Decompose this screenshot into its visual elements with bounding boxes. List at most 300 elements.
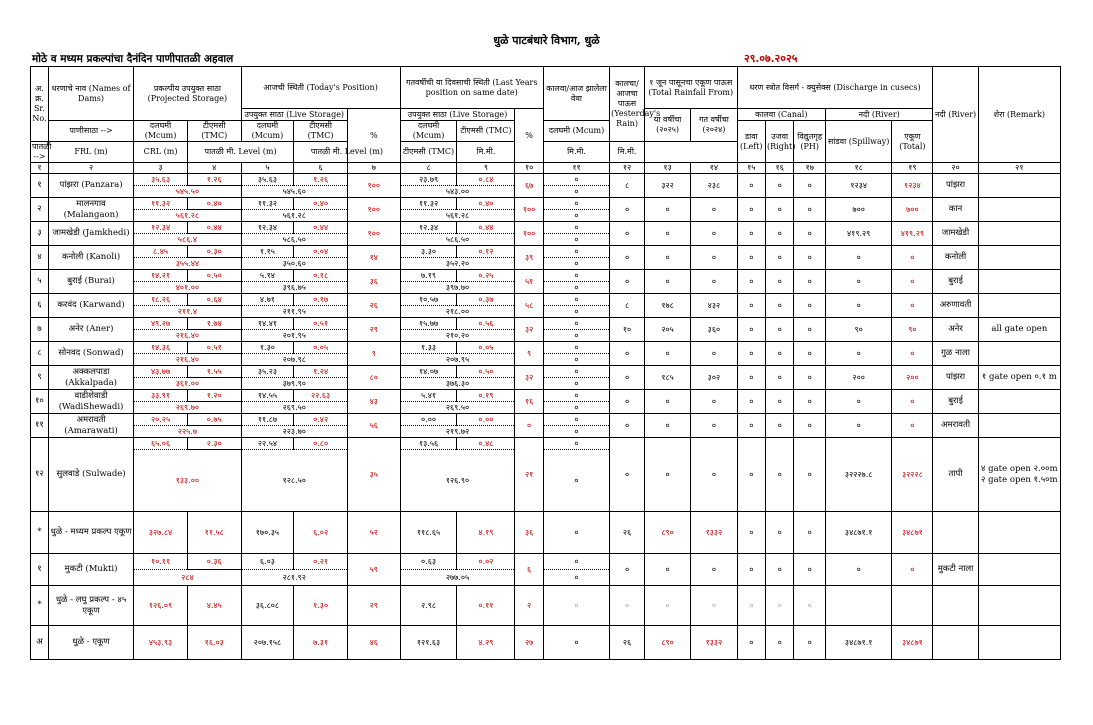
value-r25: ०	[644, 414, 690, 438]
projected-mcum: १४.३६	[134, 342, 188, 354]
value-dph: ०	[794, 246, 826, 270]
canal-tmc: ०	[543, 258, 609, 270]
last-level: २६९.५०	[400, 402, 515, 414]
level: १२८.५०	[241, 450, 347, 512]
remark	[978, 390, 1060, 414]
th-frl: FRL (m)	[48, 142, 133, 163]
spillway: ०	[826, 342, 892, 366]
canal-mcum: ०	[543, 390, 609, 402]
river-name: तापी	[933, 438, 978, 512]
dam-row	[31, 390, 1061, 402]
value-dl: ०	[737, 586, 765, 626]
value-dph: ०	[794, 198, 826, 222]
dam-row	[31, 270, 1061, 282]
last-percent: २	[515, 586, 543, 626]
remark	[978, 512, 1060, 554]
value-r24: ०	[691, 222, 737, 246]
dam-name: अनेर (Aner)	[48, 318, 133, 342]
river-name	[933, 512, 978, 554]
last-level: ५८६.५०	[400, 234, 515, 246]
discharge-total: ०	[892, 270, 933, 294]
column-number: १९	[892, 163, 933, 174]
row-sr: ९	[31, 366, 49, 390]
value-yr: ०	[610, 390, 645, 414]
discharge-total: ३४८७१	[892, 626, 933, 660]
value-dr: ०	[766, 366, 794, 390]
spillway: ०	[826, 554, 892, 586]
live-percent: ९	[347, 342, 400, 366]
live-mcum: ५.१४	[241, 270, 294, 282]
last-percent: १००	[515, 198, 543, 222]
projected-mcum: ४९.२७	[134, 318, 188, 330]
last-tmc: ०.०२	[457, 554, 515, 570]
value-dl: ०	[737, 246, 765, 270]
spillway: ०	[826, 294, 892, 318]
canal-mcum: ०	[543, 198, 609, 210]
value-dl: ०	[737, 198, 765, 222]
live-mcum: ३५.६३	[241, 174, 294, 186]
value-dph: ०	[794, 414, 826, 438]
live-percent: ४३	[347, 390, 400, 414]
column-number: १७	[794, 163, 826, 174]
value-dr: ०	[766, 554, 794, 586]
th-last-live: उपयुक्त साठा (Live Storage)	[400, 109, 515, 121]
th-river-dis: नदी (River)	[826, 109, 933, 121]
discharge-total: ९०	[892, 318, 933, 342]
discharge-total: १२३४	[892, 174, 933, 198]
value-dr: ०	[766, 198, 794, 222]
th-tmc: टीएमसी (TMC)	[187, 121, 241, 142]
live-percent: ५९	[347, 554, 400, 586]
projected-mcum: २०.२५	[134, 414, 188, 426]
projected-mcum: १२६.०९	[134, 586, 188, 626]
dam-row	[31, 198, 1061, 210]
value-dr: ०	[766, 626, 794, 660]
last-level: ३५२.२०	[400, 258, 515, 270]
frl: २६९.७०	[134, 402, 241, 414]
last-level: २०७.९५	[400, 354, 515, 366]
dam-row	[31, 366, 1061, 378]
live-tmc: ०.१८	[294, 270, 348, 282]
column-number: ११	[543, 163, 609, 174]
projected-mcum: ४५३.९३	[134, 626, 188, 660]
summary-name: धुळे - लघु प्रकल्प - ४५ एकूण	[48, 586, 133, 626]
frl: २२५.७	[134, 426, 241, 438]
value-r25: २०५	[644, 318, 690, 342]
live-tmc: ६.०२	[294, 512, 348, 554]
projected-tmc: ४.४५	[187, 586, 241, 626]
canal-tmc: ०	[543, 378, 609, 390]
value-r24: ०	[691, 342, 737, 366]
value-yr: ०	[610, 366, 645, 390]
canal-tmc: ०	[543, 426, 609, 438]
dam-row	[31, 554, 1061, 570]
value-dph: ०	[794, 554, 826, 586]
frl: ५६१.२८	[134, 210, 241, 222]
row-sr: १	[31, 554, 49, 586]
last-mcum: १२.३४	[400, 222, 457, 234]
th-mm-2025: मि.मी.	[543, 142, 609, 163]
last-percent: २१	[515, 438, 543, 512]
value-r24: ०	[691, 586, 737, 626]
canal-tmc: ०	[543, 354, 609, 366]
canal-mcum: ०	[543, 586, 609, 626]
level: २११.९५	[241, 306, 347, 318]
last-tmc: ०.५६	[457, 318, 515, 330]
river-name: कान	[933, 198, 978, 222]
row-sr: ६	[31, 294, 49, 318]
value-dl: ०	[737, 390, 765, 414]
th-projected: प्रकल्पीय उपयुक्त साठा (Projected Storage)	[134, 67, 241, 121]
summary-row	[31, 626, 1061, 660]
river-name: कनोली	[933, 246, 978, 270]
column-number: ६	[294, 163, 348, 174]
dam-row	[31, 174, 1061, 186]
value-yr: ०	[610, 414, 645, 438]
level: ५८६.५०	[241, 234, 347, 246]
last-tmc: ०.५०	[457, 366, 515, 378]
frl: ५४५.५०	[134, 186, 241, 198]
projected-tmc: १.२६	[187, 174, 241, 186]
frl: ३६१.००	[134, 378, 241, 390]
live-tmc: १.३०	[294, 586, 348, 626]
value-r24: ०	[691, 246, 737, 270]
live-percent: २९	[347, 586, 400, 626]
th-today: आजची स्थिती (Today's Position)	[241, 67, 400, 109]
value-yr: ०	[610, 438, 645, 512]
th-mcum: दलघमी (Mcum)	[134, 121, 188, 142]
projected-mcum: १८.२६	[134, 294, 188, 306]
value-r24: ०	[691, 414, 737, 438]
value-r24: ४३२	[691, 294, 737, 318]
dam-name: अमरावती (Amarawati)	[48, 414, 133, 438]
value-r24: ३०२	[691, 366, 737, 390]
live-percent: १४	[347, 246, 400, 270]
value-yr: ०	[610, 270, 645, 294]
row-sr: *	[31, 586, 49, 626]
value-yr: ०	[610, 222, 645, 246]
last-percent: ९	[515, 342, 543, 366]
canal-tmc: ०	[543, 306, 609, 318]
value-r25: १७८	[644, 294, 690, 318]
last-percent: ५१	[515, 270, 543, 294]
projected-mcum: ४३.७७	[134, 366, 188, 378]
live-percent: ५२	[347, 512, 400, 554]
dam-name: करवंद (Karwand)	[48, 294, 133, 318]
last-mcum: ७.१९	[400, 270, 457, 282]
canal-mcum: ०	[543, 294, 609, 306]
value-dph: ०	[794, 438, 826, 512]
report-title: धुळे पाटबंधारे विभाग, धुळे	[493, 34, 600, 47]
projected-tmc: १.७४	[187, 318, 241, 330]
summary-row	[31, 586, 1061, 626]
dam-name: बुराई (Burai)	[48, 270, 133, 294]
last-tmc: ०.०५	[457, 342, 515, 354]
discharge-total: ०	[892, 342, 933, 366]
value-r24: ०	[691, 390, 737, 414]
th-right: उजवा (Right)	[766, 121, 794, 163]
value-dl: ०	[737, 626, 765, 660]
river-name: गुळ नाला	[933, 342, 978, 366]
remark	[978, 198, 1060, 222]
value-dph: ०	[794, 586, 826, 626]
live-percent: २६	[347, 294, 400, 318]
value-r25: ३२२	[644, 174, 690, 198]
river-name	[933, 626, 978, 660]
value-yr: २६	[610, 512, 645, 554]
column-number: १२	[610, 163, 645, 174]
live-tmc: १.२४	[294, 366, 348, 378]
live-tmc: ०.०५	[294, 342, 348, 354]
last-percent: १००	[515, 222, 543, 246]
level: ३५०.६०	[241, 258, 347, 270]
row-sr: अ	[31, 626, 49, 660]
projected-mcum: १४.२१	[134, 270, 188, 282]
value-yr: २६	[610, 626, 645, 660]
last-tmc: ०.८४	[457, 174, 515, 186]
canal-tmc: ०	[543, 330, 609, 342]
value-dr: ०	[766, 270, 794, 294]
level: २६९.५०	[241, 402, 347, 414]
row-sr: ८	[31, 342, 49, 366]
dam-name: पांझरा (Panzara)	[48, 174, 133, 198]
summary-name: धुळे - मध्यम प्रकल्प एकूण	[48, 512, 133, 554]
value-r24: ३६०	[691, 318, 737, 342]
last-tmc: ४.१९	[457, 512, 515, 554]
canal-mcum: ०	[543, 512, 609, 554]
dam-storage-table	[30, 66, 1061, 660]
th-dam: धरणाचे नाव (Names of Dams)	[48, 67, 133, 121]
remark	[978, 246, 1060, 270]
projected-tmc: ११.५८	[187, 512, 241, 554]
last-mcum: ५.४१	[400, 390, 457, 402]
last-percent: ३२	[515, 318, 543, 342]
projected-mcum: ११.३२	[134, 198, 188, 210]
live-percent: १००	[347, 198, 400, 222]
th-last-pct: %	[515, 109, 543, 163]
value-yr: ८	[610, 174, 645, 198]
value-dl: ०	[737, 554, 765, 586]
discharge-total: ०	[892, 414, 933, 438]
remark: ४ gate open २.००m २ gate open १.५०m	[978, 438, 1060, 512]
discharge-total: ०	[892, 294, 933, 318]
river-name: पांझरा	[933, 174, 978, 198]
value-r24: ०	[691, 198, 737, 222]
canal-mcum: ०	[543, 222, 609, 234]
value-r25: ८९०	[644, 626, 690, 660]
discharge-total	[892, 586, 933, 626]
value-r25: ०	[644, 270, 690, 294]
live-tmc: ०.४४	[294, 222, 348, 234]
last-mcum: १५.७७	[400, 318, 457, 330]
live-tmc: १.२६	[294, 174, 348, 186]
remark	[978, 294, 1060, 318]
live-tmc: ०.०४	[294, 246, 348, 258]
last-level: ३९७.७०	[400, 282, 515, 294]
projected-tmc: ०.५१	[187, 342, 241, 354]
remark	[978, 626, 1060, 660]
last-level: ३७६.३०	[400, 378, 515, 390]
value-dph: ०	[794, 318, 826, 342]
value-r25: ०	[644, 222, 690, 246]
remark	[978, 414, 1060, 438]
th-tmc4: टीएमसी (TMC)	[400, 142, 457, 163]
canal-mcum: ०	[543, 318, 609, 330]
column-number: १५	[737, 163, 765, 174]
value-r25: १८५	[644, 366, 690, 390]
value-dl: ०	[737, 318, 765, 342]
row-sr: ७	[31, 318, 49, 342]
river-name: बुराई	[933, 270, 978, 294]
canal-mcum: ०	[543, 626, 609, 660]
projected-tmc: ०.७५	[187, 414, 241, 426]
last-percent: २७	[515, 626, 543, 660]
column-number: १०	[515, 163, 543, 174]
projected-mcum: ६५.०६	[134, 438, 188, 450]
last-tmc: ०.११	[457, 586, 515, 626]
river-name: मुकटी नाला	[933, 554, 978, 586]
projected-mcum: ३३.९१	[134, 390, 188, 402]
th-live: उपयुक्त साठा (Live Storage)	[241, 109, 347, 121]
live-tmc: ७.३१	[294, 626, 348, 660]
value-dph: ०	[794, 294, 826, 318]
live-mcum: १४.५५	[241, 390, 294, 402]
th-remark: शेरा (Remark)	[978, 67, 1060, 163]
table-body	[31, 174, 1061, 660]
live-percent: १००	[347, 174, 400, 198]
remark	[978, 342, 1060, 366]
last-mcum: १३.५६	[400, 438, 457, 450]
value-yr: ०	[610, 198, 645, 222]
value-yr: ०	[610, 342, 645, 366]
value-yr: १०	[610, 318, 645, 342]
column-number: २१	[978, 163, 1060, 174]
live-percent: १००	[347, 222, 400, 246]
river-name: बुराई	[933, 390, 978, 414]
column-number: १८	[826, 163, 892, 174]
th-river: नदी (River)	[933, 67, 978, 163]
value-r24: ०	[691, 438, 737, 512]
dam-row	[31, 294, 1061, 306]
value-r25: ०	[644, 390, 690, 414]
last-level: २१९.७२	[400, 426, 515, 438]
live-percent: ५६	[347, 414, 400, 438]
value-dr: ०	[766, 318, 794, 342]
value-dl: ०	[737, 294, 765, 318]
report-date: २९.०७.२०२५	[744, 52, 798, 65]
value-dr: ०	[766, 586, 794, 626]
live-tmc: २२.६३	[294, 390, 348, 402]
value-dr: ०	[766, 512, 794, 554]
value-dr: ०	[766, 246, 794, 270]
value-r24: १३३२	[691, 512, 737, 554]
value-r24: ०	[691, 270, 737, 294]
value-dph: ०	[794, 270, 826, 294]
projected-tmc: ०.३६	[187, 554, 241, 570]
value-r25: ०	[644, 438, 690, 512]
th-tmc2: टीएमसी (TMC)	[294, 121, 348, 142]
th-pct: %	[347, 109, 400, 163]
value-r24: ०	[691, 554, 737, 586]
spillway: ०	[826, 246, 892, 270]
row-sr: २	[31, 198, 49, 222]
row-sr: १	[31, 174, 49, 198]
dam-name: जामखेडी (Jamkhedi)	[48, 222, 133, 246]
dam-name: कनोली (Kanoli)	[48, 246, 133, 270]
remark	[978, 554, 1060, 586]
canal-mcum: ०	[543, 438, 609, 450]
canal-mcum: ०	[543, 554, 609, 570]
value-dr: ०	[766, 390, 794, 414]
last-level: ५६१.२८	[400, 210, 515, 222]
value-dr: ०	[766, 174, 794, 198]
live-mcum: ६.०३	[241, 554, 294, 570]
th-last-year-rain: गत वर्षीचा (२०२४)	[691, 109, 737, 142]
value-dl: ०	[737, 222, 765, 246]
discharge-total: ०	[892, 390, 933, 414]
th-level2: पातळी -->	[32, 142, 52, 161]
live-mcum: ३५.२३	[241, 366, 294, 378]
last-percent: ३६	[515, 512, 543, 554]
frl: २१६.४०	[134, 354, 241, 366]
live-percent: ३५	[347, 438, 400, 512]
spillway: ०	[826, 270, 892, 294]
frl: ३५५.४४	[134, 258, 241, 270]
column-number: ४	[187, 163, 241, 174]
live-mcum: १.३०	[241, 342, 294, 354]
last-percent: ३२	[515, 366, 543, 390]
th-total-rain: १ जून पासूनचा एकूण पाऊस (Total Rainfall From)	[644, 67, 737, 109]
row-sr: ५	[31, 270, 49, 294]
column-number: २	[48, 163, 133, 174]
discharge-total: ४१९.२९	[892, 222, 933, 246]
last-tmc: ०.४८	[457, 438, 515, 450]
row-sr: *	[31, 512, 49, 554]
live-percent: २९	[347, 318, 400, 342]
value-yr: ८	[610, 294, 645, 318]
dam-row	[31, 414, 1061, 426]
frl: २८४	[134, 570, 241, 586]
dam-name: वाडीशेवाडी (WadiShewadi)	[48, 390, 133, 414]
canal-tmc: ०	[543, 210, 609, 222]
dam-row	[31, 318, 1061, 330]
projected-tmc: १.५५	[187, 366, 241, 378]
column-number: ७	[347, 163, 400, 174]
level: ३७९.९०	[241, 378, 347, 390]
value-dr: ०	[766, 222, 794, 246]
spillway: ९०	[826, 318, 892, 342]
live-percent: ३६	[347, 270, 400, 294]
value-r24: २३८	[691, 174, 737, 198]
last-mcum: १४.०७	[400, 366, 457, 378]
frl: २१६.४०	[134, 330, 241, 342]
th-total: एकूण (Total)	[892, 121, 933, 163]
row-sr: ११	[31, 414, 49, 438]
row-sr: १२	[31, 438, 49, 512]
live-tmc: ०.८०	[294, 438, 348, 450]
spillway: ३४८७१.१	[826, 512, 892, 554]
last-percent: ५८	[515, 294, 543, 318]
th-mcum2: दलघमी (Mcum)	[241, 121, 294, 142]
canal-tmc: ०	[543, 570, 609, 586]
report-subtitle: मोठे व मध्यम प्रकल्पांचा दैनंदिन पाणीपातळी अहवाल	[32, 53, 234, 65]
dam-name: सोनवद (Sonwad)	[48, 342, 133, 366]
live-mcum: ३६.८०८	[241, 586, 294, 626]
live-mcum: ११.८७	[241, 414, 294, 426]
th-canal-today: कालवा/आज झालेला वेवा	[543, 67, 609, 121]
discharge-total: ३४८७१	[892, 512, 933, 554]
canal-mcum: ०	[543, 414, 609, 426]
